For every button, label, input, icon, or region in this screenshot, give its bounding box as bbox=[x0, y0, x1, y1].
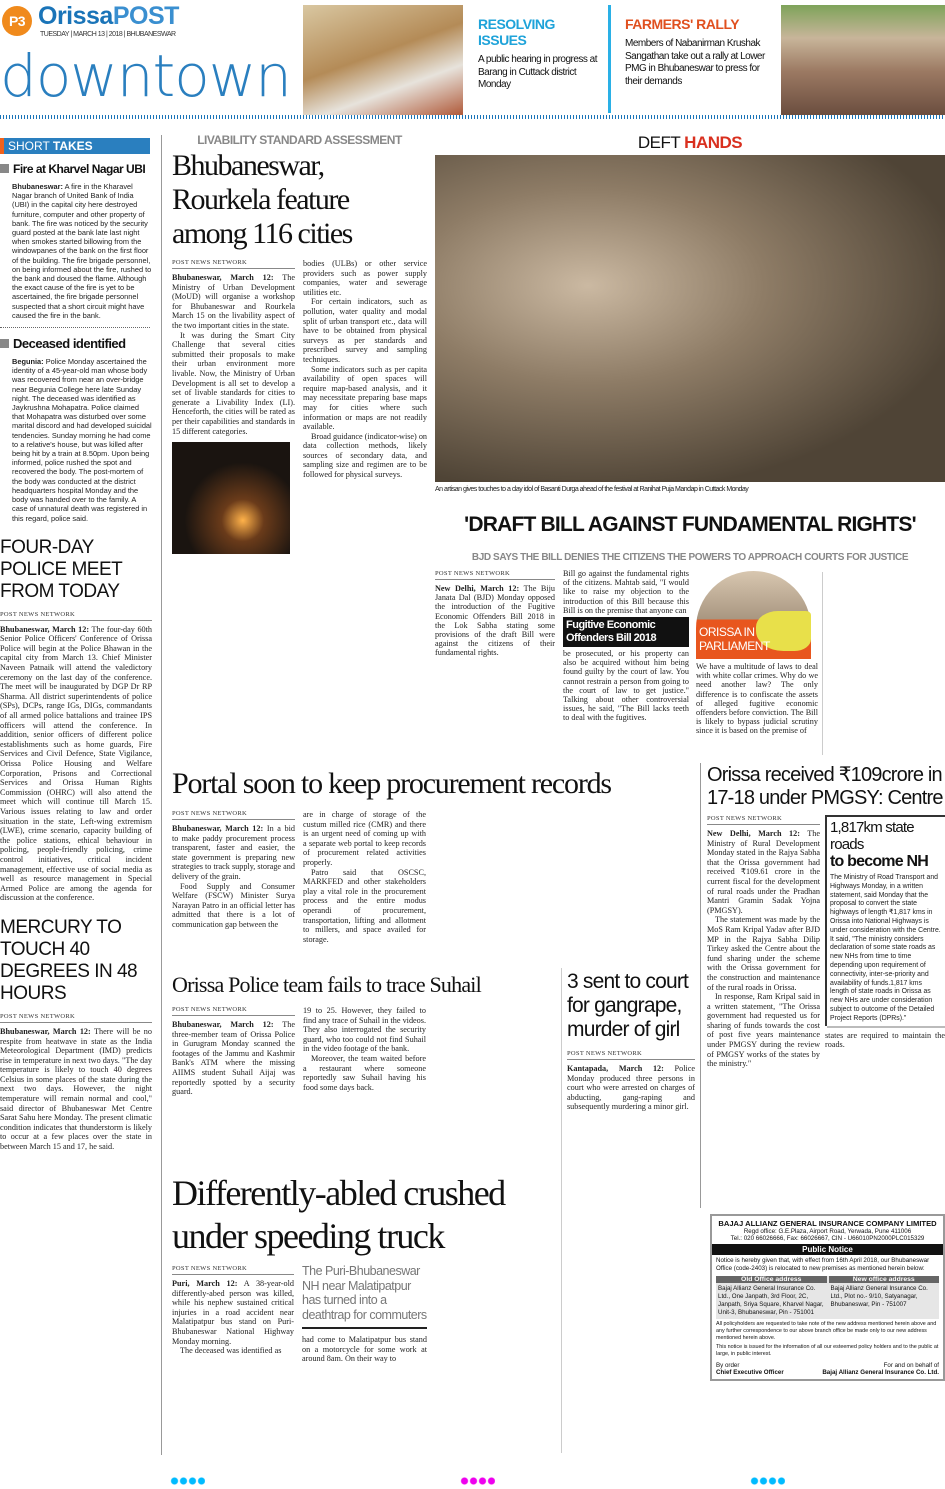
headline-suhail: Orissa Police team fails to trace Suhail bbox=[172, 972, 481, 997]
bajaj-public-notice-ad bbox=[710, 1214, 945, 1381]
body: Police Monday produced three persons in court who were arrested on charges of abducting, gang-raping and subsequently murdering a minor girl. bbox=[567, 1064, 696, 1112]
behalf: For and on behalf of bbox=[883, 1361, 939, 1369]
dateline: New Delhi, March 12: bbox=[707, 829, 800, 838]
graphic-label: ORISSA IN PARLIAMENT bbox=[699, 625, 770, 653]
section-title: downtown bbox=[0, 42, 291, 110]
byline: POST NEWS NETWORK bbox=[435, 570, 555, 580]
paragraph: It was during the Smart City Challenge that several cities submitted their proposals to make their urban environment more livable. Now, the Ministry of Urban Development is all set to develop a set of livable standards for cities to generate a Livability Index (LI). Henceforth, the cities will be rated as per their capabilities and standards in 15 different categories. bbox=[172, 330, 295, 436]
paragraph: The statement was made by the MoS Ram Kripal Yadav after BJD MP in the Rajya Sabha Dilip Tirkey asked the Centre about the fund sharing under the scheme with the Orissa government for the construction and maintenance of the rural roads in Orissa. bbox=[707, 915, 820, 992]
byline: POST NEWS NETWORK bbox=[567, 1050, 695, 1060]
story-mercury bbox=[0, 917, 152, 1152]
public-hearing-photo bbox=[303, 5, 463, 115]
by-order: By order bbox=[716, 1361, 740, 1369]
column-rule bbox=[561, 968, 562, 1453]
byline: POST NEWS NETWORK bbox=[0, 611, 152, 621]
story-body bbox=[172, 824, 295, 930]
short-take-text bbox=[12, 357, 152, 523]
column bbox=[303, 259, 427, 554]
page-number-badge: P3 bbox=[2, 6, 32, 36]
short-takes-label: SHORT bbox=[8, 139, 53, 153]
dateline: TUESDAY | MARCH 13 | 2018 | BHUBANESWAR bbox=[40, 31, 176, 38]
label: DEFT bbox=[637, 133, 685, 152]
ad-regd: Regd office: G.E.Plaza, Airport Road, Yerwada, Pune 411006 bbox=[743, 1228, 912, 1235]
teaser-resolving-issues bbox=[478, 16, 606, 92]
body: A fire in the Kharavel Nagar branch of United Bank of India (UBI) in the capital city here destroyed furniture, computer and other property of bank. The fire was noticed by the security guard posted at the bank late last night when smokes started billowing from the windowpanes of the bank on the first floor of the building. The fire brigade personnel, on being informed about the fire, rushed to the bank and doused the flame. Although the exact cause of the fire is yet to be ascertained, the fire brigade personnel suspected that a short circuit might have caused the fire in the bank. bbox=[12, 182, 152, 320]
body: In a bid to make paddy procurement process transparent, faster and easier, the state government is preparing new strategies to track supply, storage and delivery of the grain. bbox=[172, 824, 296, 881]
night-traffic-photo bbox=[172, 442, 290, 554]
teaser-title: RESOLVING ISSUES bbox=[478, 16, 555, 48]
ad-company: BAJAJ ALLIANZ GENERAL INSURANCE COMPANY LIMITED bbox=[718, 1219, 937, 1228]
story-body bbox=[0, 1027, 152, 1152]
story-body bbox=[0, 625, 152, 903]
pmgsy-after-box: states are required to maintain the roads. bbox=[825, 1030, 945, 1050]
column bbox=[303, 1006, 426, 1097]
box-title-bold: to become NH bbox=[830, 853, 928, 870]
ad-notice: Notice is hereby given that, with effect from 16th April 2018, our Bhubaneswar Office (code-2403) is relocated to new premises as mentioned herein below: bbox=[716, 1257, 930, 1273]
durga-idol-photo bbox=[435, 155, 945, 482]
box-title: 1,817km state roads bbox=[830, 819, 914, 853]
pull-quote: The Puri-Bhubaneswar NH near Malatipatpur has turned into a deathtrap for commuters bbox=[302, 1264, 427, 1329]
body: The Ministry of Urban Development (MoUD) will organise a workshop for Bhubaneswar and Rourkela March 15 on the livability aspect of the two important cities in the state. bbox=[172, 273, 296, 330]
paragraph: In response, Ram Kripal said in a written statement, "The Orissa government had requested us for sharing of funds towards the cost of post five years maintenance under PMGSY during the review of PMGSY works of the states by the ministry." bbox=[707, 992, 820, 1069]
paragraph: The deceased was identified as bbox=[180, 1346, 282, 1356]
body: The Ministry of Rural Development Monday stated in the Rajya Sabha that the Orissa government had received ₹109.61 crore in the current fiscal for the development of rural roads under the Pradhan Mantri Gramin Sadak Yojna (PMGSY). bbox=[707, 829, 820, 915]
pmgsy-col2 bbox=[825, 815, 945, 1069]
subheadline: BJD SAYS THE BILL DENIES THE CITIZENS THE POWERS TO APPROACH COURTS FOR JUSTICE bbox=[471, 552, 909, 563]
portal-body bbox=[172, 810, 692, 944]
livability-columns bbox=[172, 259, 427, 554]
old-address-cell bbox=[716, 1276, 827, 1319]
dotted-divider bbox=[0, 327, 150, 328]
paragraph: Some indicators such as per capita availability of open spaces will require map-based analysis, and it may necessitate preparing base maps may for cities where such information or maps are not readily available. bbox=[303, 364, 427, 432]
paragraph: Moreover, the team waited before a restaurant where someone reportedly saw Suhail having his food some days back. bbox=[303, 1053, 426, 1092]
draft-bill-col3: We have a multitude of laws to deal with white collar crimes. Why do we need another law? The only difference is to confiscate the assets of alleged fugitive economic offenders before conviction. The Bill is likely to bypass judicial scrutiny since it is based on the premise of bbox=[696, 662, 818, 736]
box-text: The Ministry of Road Transport and Highways Monday, in a written statement, said Monday that the proposal to convert the state highways of length ₹1,817 kms in Orissa into National Highways is under consideration with the Centre. It said, "The ministry considers declaration of some state roads as new NHs from time to time depending upon requirement of connectivity, inter-se-priority and availability of funds.1,817 kms length of state roads in Orissa as new NHs are under consideration subject to outcome of the Detailed Project Reports (DPRs)." bbox=[830, 874, 941, 1022]
dateline: New Delhi, March 12: bbox=[435, 584, 520, 593]
dateline: Bhubaneswar: bbox=[12, 182, 63, 191]
label-bold: HANDS bbox=[684, 133, 743, 152]
dateline: Begunia: bbox=[12, 357, 44, 367]
crushed-col1 bbox=[172, 1265, 294, 1356]
behalf-company: Bajaj Allianz General Insurance Co. Ltd. bbox=[822, 1368, 939, 1376]
headline: FOUR-DAY POLICE MEET FROM TODAY bbox=[0, 536, 122, 602]
body: Police Monday ascertained the identity of a 45-year-old man whose body was recovered from near an over-bridge near Begunia College here late Sunday night. The deceased was identified as Jaykrushna Mohapatra. Police claimed that Mohapatra was disturbed over some marital discord and had developed suicidal tendencies. Sunday morning he had come to a relative's house, but was killed after being hit by a train at 8.50pm. Upon being informed, police rushed the spot and recovered the body. The post-mortem of the body was conducted at the district headquarters hospital Monday and the body was handed over to the family. A case of unnatural death was registered in this regard, police said. bbox=[12, 357, 152, 523]
ad-signature bbox=[716, 1362, 939, 1376]
teaser-farmers-rally bbox=[625, 16, 777, 88]
short-takes-label-bold: TAKES bbox=[52, 139, 93, 153]
draft-bill-col2b: be prosecuted, or his property can also be acquired without him being found guilty by the court of law. You cannot restrain a person from going to the court of law to get justice." Talking about other controversial issues, he said, "The Bill lacks teeth to deal with the fugitives. bbox=[563, 649, 689, 723]
farmers-rally-photo bbox=[781, 5, 945, 115]
short-takes-header bbox=[0, 138, 150, 154]
column-rule bbox=[700, 763, 701, 1208]
dateline: Bhubaneswar, March 12: bbox=[172, 273, 274, 282]
body: The four-day 60th Senior Police Officers' Conference of Orissa Police will begin at the Police Bhawan in the capital city from March 13. Chief Minister Naveen Patnaik will attend the valedictory ceremony on the last day of the conference. The meet will be inaugurated by DGP Dr RP Sharma. All district superintendents of police (SPs), DCPs, range IGs, DIGs, commandants of all armed police battalions and trainee IPS officers will attend the conference. In addition, senior officers of different police establishments such as home guards, Fire Services and Civil Defence, State Vigilance, Orissa Police Housing and Welfare Corporation, Prisons and Correctional Services and Orissa Human Rights Commission (OHRC) will also attend the meet which will continue till March 15. Various issues relating to law and order situation in the state, Left-wing extremism (LWE), crime scenario, capacity building of the police stations, ethical behaviour in policing, people-friendly policing, crime control initiatives, critical incident management, effective use of social media as well as resource management in Special Armed Police are among the agenda for discussion at the conference. bbox=[0, 624, 152, 903]
story-police-meet bbox=[0, 537, 152, 903]
dateline: Kantapada, March 12: bbox=[567, 1064, 664, 1073]
draft-bill-col2-group bbox=[563, 569, 689, 723]
masthead-rule bbox=[0, 115, 945, 119]
dateline: Bhubaneswar, March 12: bbox=[0, 624, 90, 634]
body: A 38-year-old differently-abed person was killed, while his nephew sustained critical injuries in a road accident near Malatipatpur bus stand on Puri-Bhubaneswar National Highway Monday morning. bbox=[172, 1279, 294, 1346]
story-pmgsy bbox=[707, 764, 945, 1069]
ad-heading: Public Notice bbox=[712, 1244, 943, 1255]
new-address-cell bbox=[829, 1276, 940, 1319]
short-take-title bbox=[0, 162, 152, 176]
registration-marks bbox=[0, 1477, 945, 1487]
paragraph: Broad guidance (indicator-wise) on data collection methods, likely sources of secondary data, and sampling size and regimen are to be followed for physical surveys. bbox=[303, 431, 428, 480]
ceo: Chief Executive Officer bbox=[716, 1368, 784, 1376]
teaser-text: Members of Nabanirman Krushak Sangathan take out a rally at Lower PMG in Bhubaneswar to press for their demands bbox=[625, 38, 765, 87]
headline-crushed: Differently-abled crushed under speeding truck bbox=[172, 1173, 505, 1256]
byline: POST NEWS NETWORK bbox=[172, 1006, 295, 1016]
suhail-body bbox=[172, 1006, 557, 1097]
byline: POST NEWS NETWORK bbox=[172, 810, 295, 820]
body: There will be no respite from heatwave in state as the India Meteorological Department (IMD) predicts rise in temperature in next two days. "The day temperature is likely to touch 40 degrees Celsius in some places of the state during the next two days. However, the night temperature will remain normal and cool," said director of Bhubaneswar Met Centre Sarat Sahu here Monday. The present climatic condition indicates that thunderstorm is likely to occur at a few places over the state in between March 15 and 17, he said. bbox=[0, 1026, 152, 1152]
draft-bill-col2: Bill go against the fundamental rights of the citizens. Mahtab said, "I would like to raise my objection to the introduction of this Bill because this Bill is on the premise that anyone can bbox=[563, 569, 689, 615]
new-label: New office address bbox=[829, 1276, 940, 1283]
photo-caption: An artisan gives touches to a clay idol of Basanti Durga ahead of the festival at Ranihat Puja Mandap in Cuttack Monday bbox=[435, 486, 749, 493]
short-take-text bbox=[12, 182, 152, 320]
crushed-col2-text: had come to Malatipatpur bus stand on a motorcycle for some work at around 8am. On their way to bbox=[302, 1335, 427, 1364]
ad-tel: Tel.: 020 66026666, Fax: 66026667, CIN - U66010PN2000PLC015329 bbox=[730, 1235, 925, 1242]
old-label: Old Office address bbox=[716, 1276, 827, 1283]
story-body bbox=[172, 1020, 295, 1097]
left-column bbox=[0, 138, 152, 1152]
headline-draft-bill: 'DRAFT BILL AGAINST FUNDAMENTAL RIGHTS' bbox=[464, 513, 916, 536]
story-body bbox=[435, 584, 555, 658]
headline: MERCURY TO TOUCH 40 DEGREES IN 48 HOURS bbox=[0, 916, 138, 1004]
dateline: Bhubaneswar, March 12: bbox=[172, 824, 264, 833]
paragraph: are in charge of storage of the custum milled rice (CMR) and there is an urgent need of coming up with a separate web portal to keep records of procurement related activities properly. bbox=[303, 810, 426, 867]
fugitive-bill-box: Fugitive Economic Offenders Bill 2018 bbox=[563, 617, 689, 647]
brand-logo bbox=[38, 2, 179, 31]
headline: Bhubaneswar, Rourkela feature among 116 cities bbox=[172, 149, 352, 250]
short-take-fire bbox=[0, 162, 152, 320]
teaser-title: FARMERS' RALLY bbox=[625, 16, 740, 32]
paragraph: Food Supply and Consumer Welfare (FSCW) Minister Surya Narayan Patro in an official letter has admitted that there is a lot of communication gap between the bbox=[172, 881, 295, 929]
paragraph: 19 to 25. However, they failed to find any trace of Suhail in the videos. They also interrogated the security guard, who too could not find Suhail in the video footage of the bank. bbox=[303, 1006, 426, 1054]
ad-note: All policyholders are requested to take note of the new address mentioned herein above and any further correspondence to our above branch office be made only to our new address mentioned herein above. bbox=[716, 1320, 937, 1341]
body: The three-member team of Orissa Police in Gurugram Monday scanned the footages of the Jammu and Kashmir Bank's ATM where the missing AIIMS student Suhail Aijaj was reportedly spotted by a security guard. bbox=[172, 1020, 296, 1097]
story-body bbox=[707, 829, 820, 1069]
crushed-col2 bbox=[302, 1264, 427, 1364]
story-body bbox=[172, 273, 295, 436]
column bbox=[172, 810, 295, 944]
draft-bill-col1 bbox=[435, 570, 555, 658]
headline-portal: Portal soon to keep procurement records bbox=[172, 767, 611, 800]
short-take-title-text: Deceased identified bbox=[13, 336, 126, 352]
byline: POST NEWS NETWORK bbox=[0, 1013, 152, 1023]
short-take-title-text: Fire at Kharvel Nagar UBI bbox=[13, 162, 146, 176]
orissa-in-parliament-graphic bbox=[696, 571, 811, 659]
headline-pmgsy: Orissa received ₹109crore in 17-18 under PMGSY: Centre bbox=[707, 764, 943, 809]
dateline: Puri, March 12: bbox=[172, 1279, 238, 1288]
deft-hands-label bbox=[435, 133, 945, 153]
story-body bbox=[172, 1279, 294, 1356]
short-take-title bbox=[0, 336, 152, 351]
masthead bbox=[0, 0, 300, 115]
pmgsy-columns bbox=[707, 815, 945, 1069]
column bbox=[172, 1006, 295, 1097]
story-court bbox=[567, 970, 695, 1112]
column bbox=[172, 259, 295, 554]
story-body bbox=[567, 1064, 695, 1112]
column-rule bbox=[161, 135, 162, 1455]
kicker: LIVABILITY STANDARD ASSESSMENT bbox=[197, 133, 402, 147]
brand-logo-b: POST bbox=[112, 2, 179, 30]
body: The Biju Janata Dal (BJD) Monday opposed the introduction of the Fugitive Economic Offenders Bill 2018 in the Lok Sabha stating some provisions of the draft Bill were against the citizens of their fundamental rights. bbox=[435, 584, 555, 658]
column-rule bbox=[822, 572, 823, 755]
nh-box bbox=[825, 815, 945, 1026]
dateline: Bhubaneswar, March 12: bbox=[172, 1020, 274, 1029]
byline: POST NEWS NETWORK bbox=[172, 259, 295, 269]
paragraph: Patro said that OSCSC, MARKFED and other stakeholders play a vital role in the procurement process and the entire modus operandi of procurement, transportation, lifting and allotment to millers, and space availed for storage. bbox=[303, 867, 426, 944]
pmgsy-col1 bbox=[707, 815, 820, 1069]
teaser-divider bbox=[608, 5, 611, 113]
column bbox=[303, 810, 426, 944]
short-take-deceased bbox=[0, 336, 152, 523]
teaser-text: A public hearing in progress at Barang in Cuttack district Monday bbox=[478, 54, 598, 90]
paragraph: For certain indicators, such as pollution, water quality and modal split of urban transport etc., data will have to be obtained from physical surveys as per standards and prescribed survey and sampling techniques. bbox=[303, 297, 427, 364]
ad-note: This notice is issued for the information of all our esteemed policy holders and to the public at large, in public interest. bbox=[716, 1343, 939, 1357]
byline: POST NEWS NETWORK bbox=[172, 1265, 294, 1275]
brand-logo-a: Orissa bbox=[38, 2, 113, 30]
new-address: Bajaj Allianz General Insurance Co. Ltd., Plot no.- 9/10, Satyanagar, Bhubaneswar, Pin - 751007 bbox=[830, 1284, 928, 1308]
address-table bbox=[716, 1276, 939, 1319]
paragraph: bodies (ULBs) or other service providers such as power supply companies, water and sewerage utilities etc. bbox=[303, 259, 427, 297]
dateline: Bhubaneswar, March 12: bbox=[0, 1026, 91, 1036]
story-livability bbox=[172, 133, 427, 554]
byline: POST NEWS NETWORK bbox=[707, 815, 820, 825]
old-address: Bajaj Allianz General Insurance Co. Ltd., One Janpath, 3rd Floor, 2C, Janpath, Sriya Square, Kharvel Nagar, Unit-3, Bhubaneswar, Pin - 751001 bbox=[718, 1284, 824, 1316]
headline: 3 sent to court for gangrape, murder of girl bbox=[567, 970, 689, 1041]
